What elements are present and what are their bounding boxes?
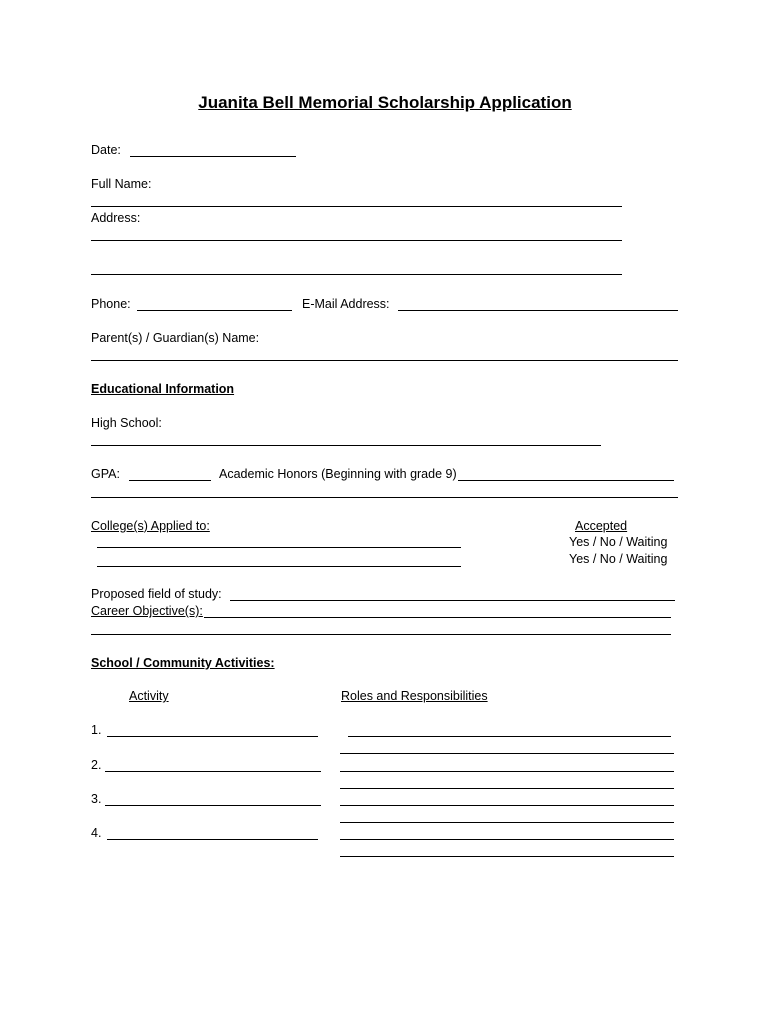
activity-number-3: 3. <box>91 792 102 806</box>
activity-field-2[interactable] <box>105 771 321 772</box>
accepted-options-2[interactable]: Yes / No / Waiting <box>569 552 668 566</box>
colleges-label: College(s) Applied to: <box>91 519 210 533</box>
guardian-label: Parent(s) / Guardian(s) Name: <box>91 331 260 345</box>
address-field-line-1[interactable] <box>91 240 622 241</box>
career-objective-field-line-1[interactable] <box>204 617 671 618</box>
roles-field-3b[interactable] <box>340 822 674 823</box>
high-school-field[interactable] <box>91 445 601 446</box>
guardian-field[interactable] <box>91 360 678 361</box>
educational-info-heading: Educational Information <box>91 382 235 396</box>
address-field-line-2[interactable] <box>91 274 622 275</box>
phone-field[interactable] <box>137 310 292 311</box>
college-field-1[interactable] <box>97 547 461 548</box>
roles-field-4b[interactable] <box>340 856 674 857</box>
activity-number-1: 1. <box>91 723 102 737</box>
roles-field-1a[interactable] <box>348 736 671 737</box>
email-label: E-Mail Address: <box>302 297 390 311</box>
full-name-label: Full Name: <box>91 177 152 191</box>
address-label: Address: <box>91 211 141 225</box>
date-label: Date: <box>91 143 121 157</box>
roles-field-3a[interactable] <box>340 805 674 806</box>
field-of-study-field[interactable] <box>230 600 675 601</box>
accepted-options-1[interactable]: Yes / No / Waiting <box>569 535 668 549</box>
roles-field-2b[interactable] <box>340 788 674 789</box>
gpa-label: GPA: <box>91 467 120 481</box>
high-school-label: High School: <box>91 416 162 430</box>
page-title: Juanita Bell Memorial Scholarship Application <box>198 93 572 112</box>
activity-field-3[interactable] <box>105 805 321 806</box>
activities-heading: School / Community Activities: <box>91 656 275 670</box>
email-field[interactable] <box>398 310 678 311</box>
career-objective-label: Career Objective(s): <box>91 604 203 618</box>
activity-number-2: 2. <box>91 758 102 772</box>
honors-label: Academic Honors (Beginning with grade 9) <box>219 467 457 481</box>
field-of-study-label: Proposed field of study: <box>91 587 222 601</box>
roles-column-header: Roles and Responsibilities <box>341 689 488 703</box>
roles-field-4a[interactable] <box>340 839 674 840</box>
activity-field-1[interactable] <box>107 736 318 737</box>
activity-column-header: Activity <box>129 689 169 703</box>
career-objective-field-line-2[interactable] <box>91 634 671 635</box>
roles-field-1b[interactable] <box>340 753 674 754</box>
accepted-header: Accepted <box>575 519 628 533</box>
roles-field-2a[interactable] <box>340 771 674 772</box>
full-name-field[interactable] <box>91 206 622 207</box>
honors-field-line-1[interactable] <box>458 480 674 481</box>
phone-label: Phone: <box>91 297 131 311</box>
honors-field-line-2[interactable] <box>91 497 678 498</box>
college-field-2[interactable] <box>97 566 461 567</box>
activity-number-4: 4. <box>91 826 102 840</box>
gpa-field[interactable] <box>129 480 211 481</box>
activity-field-4[interactable] <box>107 839 318 840</box>
date-field[interactable] <box>130 156 296 157</box>
